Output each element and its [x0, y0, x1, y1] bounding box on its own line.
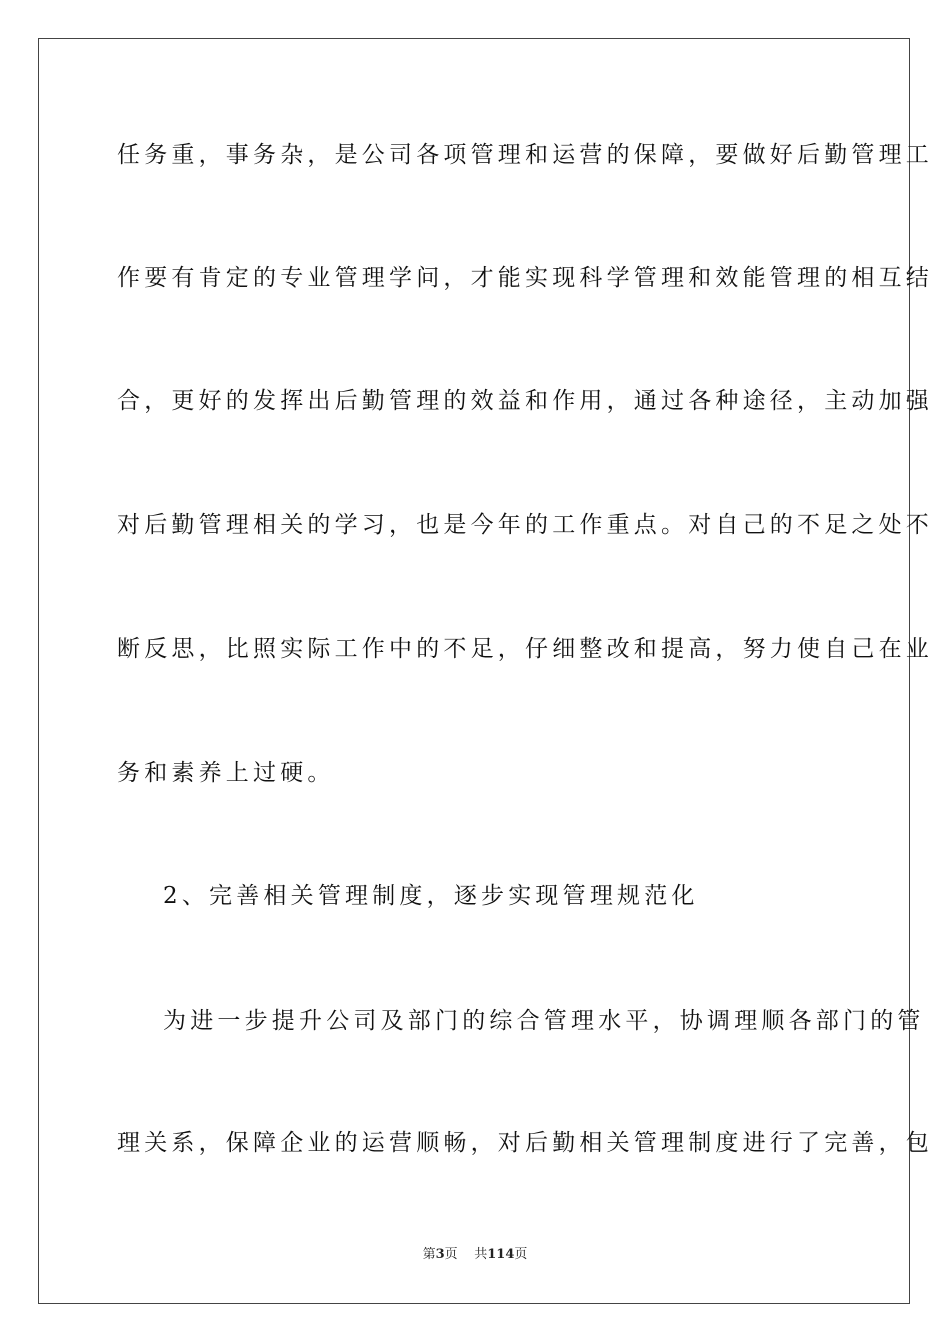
page-border [38, 38, 933, 1304]
text-line: 任务重，事务杂，是公司各项管理和运营的保障，要做好后勤管理工 [117, 142, 933, 168]
total-suffix: 页 [514, 1247, 528, 1262]
text-line: 对后勤管理相关的学习，也是今年的工作重点。对自己的不足之处不 [117, 512, 933, 538]
total-pages: 114 [487, 1247, 515, 1262]
text-line: 作要有肯定的专业管理学问，才能实现科学管理和效能管理的相互结 [117, 265, 933, 291]
total-prefix: 共 [474, 1247, 488, 1262]
text-line: 为进一步提升公司及部门的综合管理水平，协调理顺各部门的管 [163, 1008, 925, 1034]
page-footer [0, 1247, 950, 1263]
page-number: 3 [435, 1247, 445, 1262]
page-prefix: 第 [422, 1247, 436, 1262]
section-heading: 2、完善相关管理制度，逐步实现管理规范化 [163, 883, 699, 909]
text-line: 务和素养上过硬。 [117, 760, 335, 786]
text-line: 合，更好的发挥出后勤管理的效益和作用，通过各种途径，主动加强 [117, 388, 933, 414]
page-suffix: 页 [444, 1247, 458, 1262]
text-line: 断反思，比照实际工作中的不足，仔细整改和提高，努力使自己在业 [117, 636, 933, 662]
text-line: 理关系，保障企业的运营顺畅，对后勤相关管理制度进行了完善，包 [117, 1130, 933, 1156]
